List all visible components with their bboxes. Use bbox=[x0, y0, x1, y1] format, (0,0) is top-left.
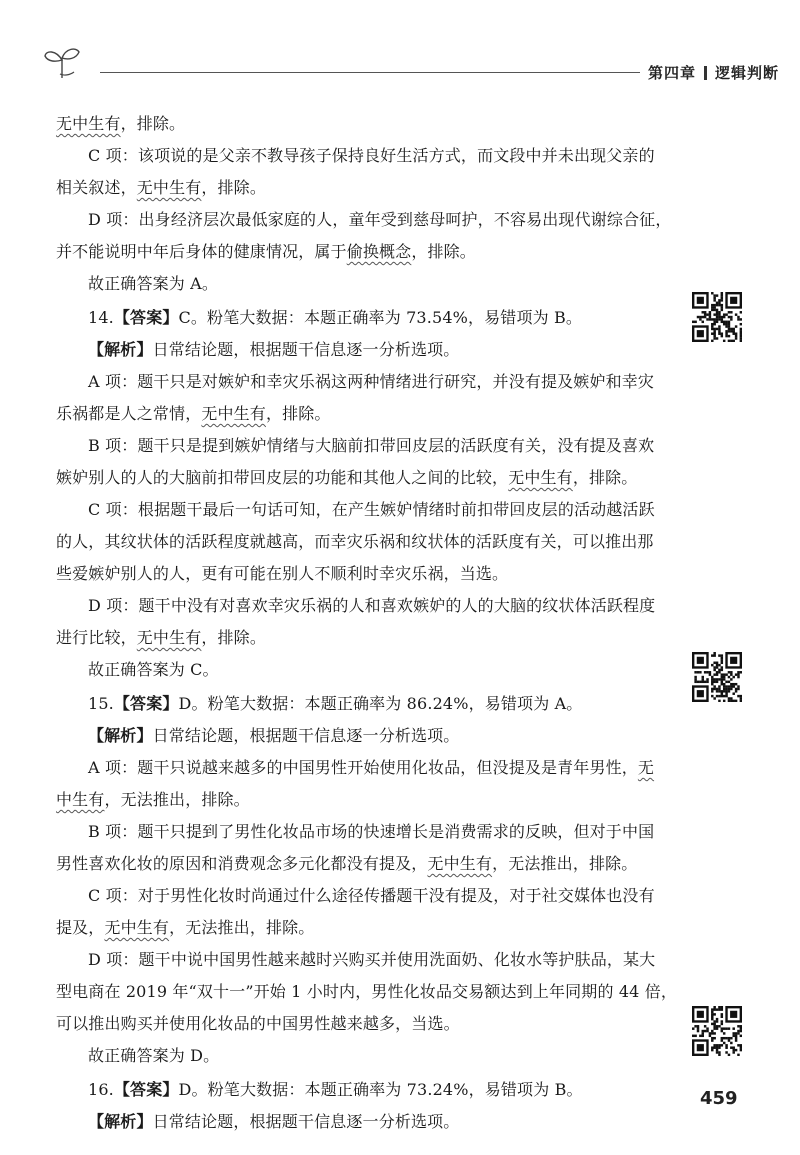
qr-code-14[interactable] bbox=[692, 292, 742, 342]
analysis-text: 日常结论题，根据题干信息逐一分析选项。 bbox=[152, 340, 460, 359]
line-text: C 项：该项说的是父亲不教导孩子保持良好生活方式，而文段中并未出现父亲的 bbox=[88, 146, 655, 165]
line-text: 故正确答案为 A。 bbox=[88, 274, 218, 293]
qr-code-icon bbox=[692, 1006, 742, 1056]
wavy-underlined-term: 无中生有 bbox=[56, 114, 121, 133]
line-text: 相关叙述， bbox=[56, 178, 137, 197]
answer-text: D。粉笔大数据：本题正确率为 86.24%，易错项为 A。 bbox=[178, 694, 583, 713]
text-line bbox=[56, 366, 664, 398]
text-line bbox=[56, 784, 664, 816]
line-text: 乐祸都是人之常情， bbox=[56, 404, 202, 423]
wavy-underlined-term: 无 bbox=[637, 758, 655, 777]
text-line bbox=[56, 430, 664, 462]
text-line bbox=[56, 268, 664, 300]
line-text: 的人，其纹状体的活跃程度就越高，而幸灾乐祸和纹状体的活跃度有关，可以推出那 bbox=[56, 532, 654, 551]
wavy-underlined-term: 无中生有 bbox=[427, 854, 493, 873]
text-line bbox=[56, 494, 664, 526]
qr-code-15[interactable] bbox=[692, 652, 742, 702]
question-number: 15. bbox=[88, 694, 114, 713]
chapter-title bbox=[648, 62, 779, 83]
text-line bbox=[56, 622, 664, 654]
text-line bbox=[56, 462, 664, 494]
line-text: 故正确答案为 D。 bbox=[88, 1046, 220, 1065]
chapter-separator bbox=[704, 66, 707, 80]
text-line bbox=[56, 1074, 664, 1106]
line-text: ，无法推出，排除。 bbox=[492, 854, 638, 873]
sprout-icon bbox=[42, 44, 82, 80]
line-text: D 项：题干中没有对喜欢幸灾乐祸的人和喜欢嫉妒的人的大脑的纹状体活跃程度 bbox=[88, 596, 656, 615]
text-line bbox=[56, 720, 664, 752]
text-line bbox=[56, 816, 664, 848]
line-text: ，排除。 bbox=[265, 404, 331, 423]
wavy-underlined-term: 中生有 bbox=[56, 790, 105, 809]
line-text: C 项：根据题干最后一句话可知，在产生嫉妒情绪时前扣带回皮层的活动越活跃 bbox=[88, 500, 655, 519]
text-line bbox=[56, 558, 664, 590]
analysis-text: 日常结论题，根据题干信息逐一分析选项。 bbox=[152, 1112, 460, 1131]
line-text: 提及， bbox=[56, 918, 105, 937]
wavy-underlined-term: 无中生有 bbox=[508, 468, 573, 487]
text-line bbox=[56, 302, 664, 334]
text-line bbox=[56, 848, 664, 880]
line-text: ，排除。 bbox=[572, 468, 638, 487]
text-line bbox=[56, 590, 664, 622]
text-line bbox=[56, 108, 664, 140]
text-line bbox=[56, 1008, 664, 1040]
answer-text: C。粉笔大数据：本题正确率为 73.54%，易错项为 B。 bbox=[178, 308, 583, 327]
line-text: ，排除。 bbox=[411, 242, 476, 261]
line-text: B 项：题干只提到了男性化妆品市场的快速增长是消费需求的反映，但对于中国 bbox=[88, 822, 655, 841]
text-line bbox=[56, 688, 664, 720]
line-text: ，排除。 bbox=[201, 628, 266, 647]
text-line bbox=[56, 140, 664, 172]
line-text: ，无法推出，排除。 bbox=[104, 790, 250, 809]
line-text: 男性喜欢化妆的原因和消费观念多元化都没有提及， bbox=[56, 854, 428, 873]
line-text: A 项：题干只是对嫉妒和幸灾乐祸这两种情绪进行研究，并没有提及嫉妒和幸灾 bbox=[88, 372, 655, 391]
wavy-underlined-term: 无中生有 bbox=[201, 404, 266, 423]
text-line bbox=[56, 1106, 664, 1138]
line-text: 故正确答案为 C。 bbox=[88, 660, 219, 679]
answer-tag: 【答案】 bbox=[113, 1080, 179, 1099]
page-header bbox=[42, 40, 780, 84]
answer-tag: 【答案】 bbox=[113, 694, 179, 713]
qr-code-icon bbox=[692, 652, 742, 702]
text-line bbox=[56, 944, 664, 976]
wavy-underlined-term: 无中生有 bbox=[104, 918, 170, 937]
line-text: 进行比较， bbox=[56, 628, 137, 647]
page-number: 459 bbox=[700, 1088, 738, 1109]
analysis-tag: 【解析】 bbox=[88, 1112, 153, 1131]
analysis-text: 日常结论题，根据题干信息逐一分析选项。 bbox=[152, 726, 460, 745]
chapter-number: 第四章 bbox=[648, 64, 697, 82]
line-text: D 项：题干中说中国男性越来越时兴购买并使用洗面奶、化妆水等护肤品，某大 bbox=[88, 950, 656, 969]
wavy-underlined-term: 偷换概念 bbox=[346, 242, 412, 261]
text-line bbox=[56, 912, 664, 944]
text-line bbox=[56, 526, 664, 558]
qr-code-icon bbox=[692, 292, 742, 342]
analysis-tag: 【解析】 bbox=[88, 726, 153, 745]
question-number: 16. bbox=[88, 1080, 114, 1099]
answer-tag: 【答案】 bbox=[113, 308, 179, 327]
line-text: A 项：题干只说越来越多的中国男性开始使用化妆品，但没提及是青年男性， bbox=[88, 758, 638, 777]
body-text bbox=[56, 108, 678, 1138]
qr-code-16[interactable] bbox=[692, 1006, 742, 1056]
text-line bbox=[56, 752, 664, 784]
text-line bbox=[56, 976, 678, 1008]
text-line bbox=[56, 172, 664, 204]
line-text: C 项：对于男性化妆时尚通过什么途径传播题干没有提及，对于社交媒体也没有 bbox=[88, 886, 655, 905]
line-text: ，排除。 bbox=[201, 178, 266, 197]
line-text: 型电商在 2019 年“双十一”开始 1 小时内，男性化妆品交易额达到上年同期的 44 倍， bbox=[56, 982, 678, 1001]
analysis-tag: 【解析】 bbox=[88, 340, 153, 359]
wavy-underlined-term: 无中生有 bbox=[136, 628, 202, 647]
line-text: ，排除。 bbox=[120, 114, 186, 133]
line-text: 并不能说明中年后身体的健康情况，属于 bbox=[56, 242, 347, 261]
answer-text: D。粉笔大数据：本题正确率为 73.24%，易错项为 B。 bbox=[178, 1080, 583, 1099]
section-title: 逻辑判断 bbox=[715, 64, 780, 82]
text-line bbox=[56, 654, 664, 686]
line-text: 些爱嫉妒别人的人，更有可能在别人不顺利时幸灾乐祸，当选。 bbox=[56, 564, 509, 583]
line-text: 嫉妒别人的人的大脑前扣带回皮层的功能和其他人之间的比较， bbox=[56, 468, 509, 487]
header-rule bbox=[100, 72, 640, 73]
text-line bbox=[56, 334, 664, 366]
line-text: D 项：出身经济层次最低家庭的人，童年受到慈母呵护，不容易出现代谢综合征， bbox=[88, 210, 672, 229]
text-line bbox=[56, 880, 664, 912]
text-line bbox=[56, 1040, 664, 1072]
wavy-underlined-term: 无中生有 bbox=[136, 178, 202, 197]
line-text: B 项：题干只是提到嫉妒情绪与大脑前扣带回皮层的活跃度有关，没有提及喜欢 bbox=[88, 436, 655, 455]
text-line bbox=[56, 204, 672, 236]
line-text: 可以推出购买并使用化妆品的中国男性越来越多，当选。 bbox=[56, 1014, 460, 1033]
line-text: ，无法推出，排除。 bbox=[169, 918, 315, 937]
text-line bbox=[56, 398, 664, 430]
text-line bbox=[56, 236, 664, 268]
question-number: 14. bbox=[88, 308, 114, 327]
